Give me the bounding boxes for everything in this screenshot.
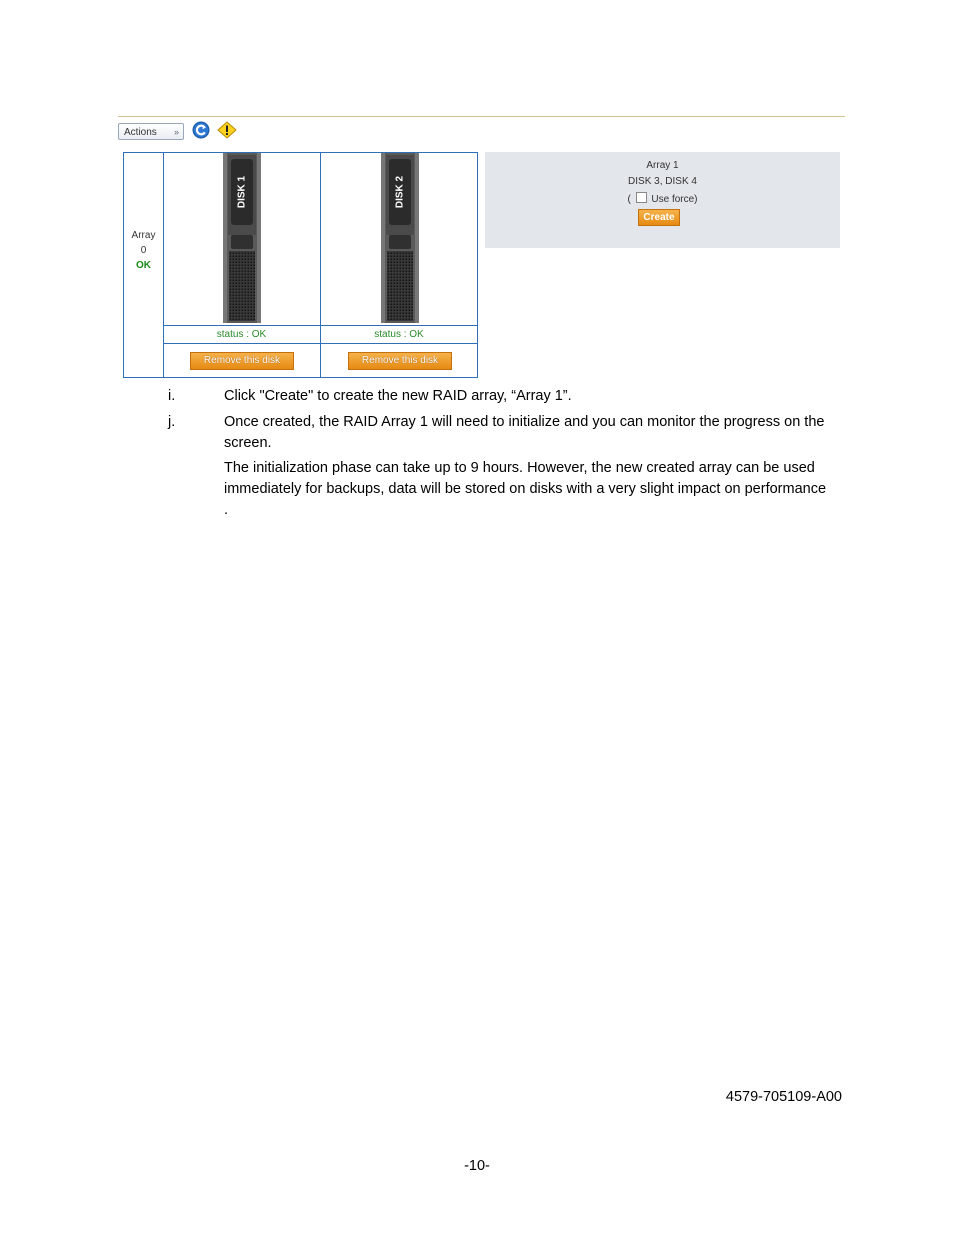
remove-disk-2-button[interactable]: Remove this disk — [348, 352, 452, 370]
new-array-title: Array 1 — [646, 160, 679, 171]
step-j-text: Once created, the RAID Array 1 will need to initialize and you can monitor the progress on the screen. — [224, 414, 825, 451]
remove-disk-1-button[interactable]: Remove this disk — [190, 352, 294, 370]
disk-column-1 — [163, 153, 321, 377]
use-force-checkbox[interactable] — [636, 192, 647, 203]
new-array-disks: DISK 3, DISK 4 — [628, 176, 697, 187]
array-number: 0 — [140, 245, 147, 256]
disk-column-2 — [321, 153, 477, 377]
array-info-cell — [124, 153, 164, 377]
disk-2-label: DISK 2 — [394, 175, 406, 209]
disk-table — [123, 152, 478, 378]
use-force-label: Use force) — [651, 194, 698, 205]
header-rule — [118, 116, 845, 117]
initialization-note: The initialization phase can take up to 9 hours. However, the new created array can be used immediately for backups, data will be stored on disks with a very slight impact on performance . — [224, 460, 827, 518]
open-paren: ( — [627, 194, 631, 205]
use-force-row — [485, 192, 840, 205]
document-id: 4579-705109-A00 — [725, 1089, 842, 1105]
warning-icon[interactable] — [217, 121, 237, 139]
page-number: -10- — [464, 1158, 490, 1174]
actions-label: Actions — [124, 127, 157, 138]
array-label: Array — [131, 230, 156, 241]
chevron-down-icon: » — [173, 127, 179, 137]
step-i-marker: i. — [168, 388, 176, 404]
disk-2-status: status : OK — [321, 326, 477, 344]
actions-dropdown[interactable] — [118, 123, 184, 140]
array-status: OK — [136, 260, 151, 271]
disk-image-area — [163, 153, 320, 326]
disk-1-label: DISK 1 — [236, 175, 248, 209]
disk-1-status: status : OK — [163, 326, 320, 344]
disk-image-area — [321, 153, 477, 326]
refresh-icon[interactable] — [192, 121, 210, 139]
create-button[interactable]: Create — [638, 209, 680, 226]
create-array-panel — [485, 152, 840, 248]
step-j-marker: j. — [168, 414, 176, 430]
step-i-text: Click "Create" to create the new RAID array, “Array 1”. — [224, 388, 572, 404]
